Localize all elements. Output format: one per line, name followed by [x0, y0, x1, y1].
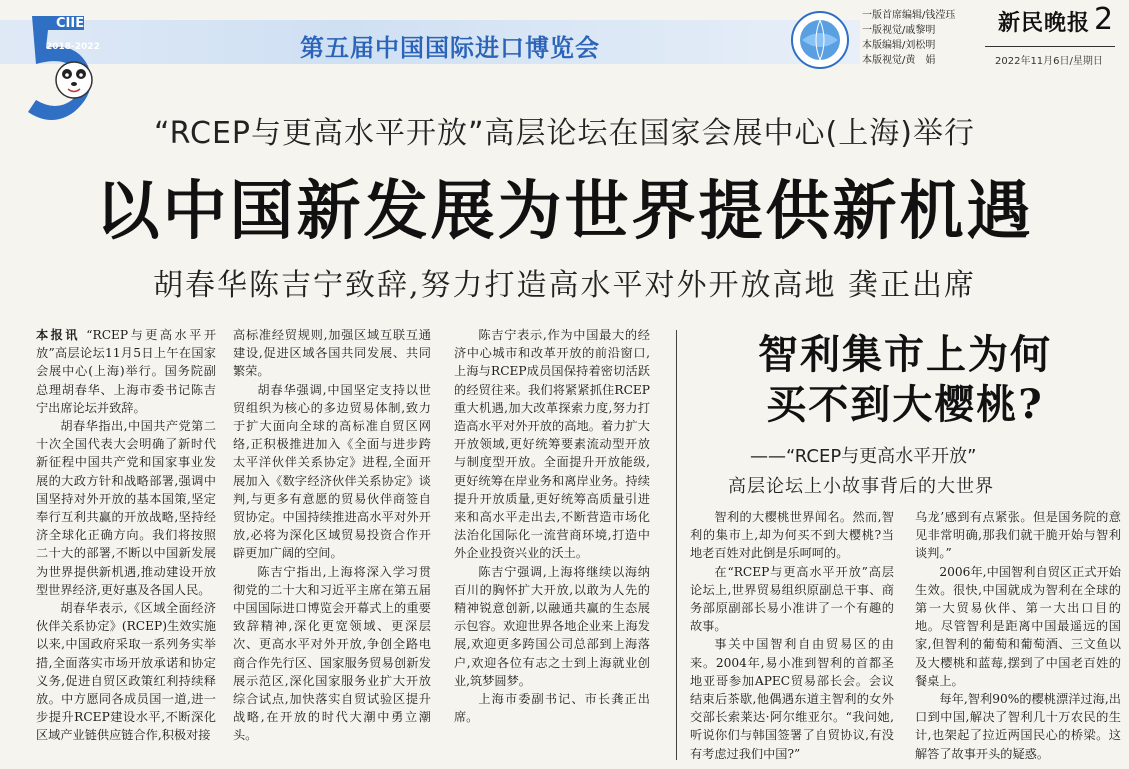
- lead-label: 本报讯: [36, 328, 80, 342]
- masthead-rule: [985, 46, 1115, 47]
- paragraph: 胡春华指出,中国共产党第二十次全国代表大会明确了新时代新征程中国共产党和国家事业发展的大政方针和战略部署,强调中国坚持对外开放的基本国策,坚定奉行互利共赢的开放战略,坚持经济全球化正确方向。我们将按照二十大的部署,不断以中国新发展为世界提供新机遇,推动建设开放型世界经济,更好惠及各国人民。: [36, 419, 216, 597]
- paragraph: 胡春华强调,中国坚定支持以世贸组织为核心的多边贸易体制,致力于扩大面向全球的高标准自贸区网络,正积极推进加入《全面与进步跨太平洋伙伴关系协定》进程,全面开展加入《数字经济伙伴关系协定》谈判,与更多有意愿的贸易伙伴商签自贸协定。中国持续推进高水平对外开放,必将为深化区域贸易投资合作开辟更加广阔的空间。: [233, 382, 431, 561]
- paragraph-text: “RCEP与更高水平开放”高层论坛11月5日上午在国家会展中心(上海)举行。国务院副总理胡春华、上海市委书记陈吉宁出席论坛并致辞。: [36, 328, 217, 415]
- issue-date: 2022年11月6日/星期日: [995, 56, 1103, 67]
- credit-line: 本版编辑/刘松明: [862, 40, 936, 51]
- editor-credits: [862, 8, 955, 68]
- sidebar-column-2: [915, 508, 1121, 763]
- sidebar-subtitle: 高层论坛上小故事背后的大世界: [728, 476, 994, 497]
- paragraph: [36, 326, 216, 417]
- ciie-globe-logo: [790, 10, 850, 70]
- paragraph: 胡春华表示,《区域全面经济伙伴关系协定》(RCEP)生效实施以来,中国政府采取一系列务实举措,全面落实市场开放承诺和协定义务,促进自贸区政策红利持续释放。中方愿同各成员国一道,进一步提升RCEP建设水平,不断深化区域产业链供应链合作,积极对接: [36, 601, 216, 743]
- logo-years: 2018-2022: [46, 42, 100, 52]
- article-column-2: [233, 326, 431, 745]
- newspaper-name: 新民晚报: [998, 10, 1091, 36]
- paragraph: 陈吉宁指出,上海将深入学习贯彻党的二十大和习近平主席在第五届中国国际进口博览会开幕式上的重要致辞精神,深化更宽领域、更深层次、更高水平对外开放,争创全路电商合作先行区、国家服务贸易创新发展示范区,深化国家服务业扩大开放综合试点,加快落实自贸试验区提升战略,在开放的时代大潮中勇立潮头。: [233, 564, 431, 743]
- paragraph: 在“RCEP与更高水平开放”高层论坛上,世界贸易组织原副总干事、商务部原副部长易小准讲了一个有趣的故事。: [690, 564, 894, 634]
- column-divider: [676, 330, 677, 760]
- paragraph: 每年,智利90%的樱桃漂洋过海,出口到中国,解决了智利几十万农民的生计,也架起了拉近两国民心的桥梁。这解答了故事开头的疑惑。: [915, 692, 1121, 761]
- sidebar-column-1: [690, 508, 894, 763]
- article-kicker: “RCEP与更高水平开放”高层论坛在国家会展中心(上海)举行: [154, 116, 975, 151]
- sidebar-title-line: 智利集市上为何: [758, 331, 1052, 378]
- masthead: [0, 0, 1129, 92]
- paragraph: 事关中国智利自由贸易区的由来。2004年,易小准到智利的首都圣地亚哥参加APEC贸易部长会。会议结束后茶歇,他偶遇东道主智利的女外交部长索莱达·阿尔维亚尔。“我问她,听说你们与韩国签署了自贸协议,有没有考虑过我们中国?”: [690, 637, 894, 761]
- banner-title: 第五届中国国际进口博览会: [300, 34, 600, 62]
- credit-line: 本版视觉/黄 娟: [862, 55, 936, 66]
- page-number: 2: [1094, 2, 1114, 37]
- paragraph: 智利的大樱桃世界闻名。然而,智利的集市上,却为何买不到大樱桃?当地老百姓对此倒是乐呵呵的。: [690, 510, 894, 561]
- article-column-1: [36, 326, 216, 745]
- paragraph: 上海市委副书记、市长龚正出席。: [454, 692, 650, 725]
- sidebar-title-line: 买不到大樱桃?: [766, 381, 1044, 428]
- logo-text: CIIE: [56, 16, 85, 31]
- article-headline: 以中国新发展为世界提供新机遇: [95, 175, 1034, 249]
- article-subhead: 胡春华陈吉宁致辞,努力打造高水平对外开放高地 龚正出席: [152, 268, 977, 303]
- paragraph: 陈吉宁强调,上海将继续以海纳百川的胸怀扩大开放,以敢为人先的精神锐意创新,以融通共赢的生态展示包容。欢迎世界各地企业来上海发展,欢迎更多跨国公司总部到上海落户,欢迎各位有志之士到上海就业创业,筑梦圆梦。: [454, 564, 650, 688]
- sidebar-subtitle: ——“RCEP与更高水平开放”: [750, 446, 977, 467]
- credit-line: 一版首席编辑/钱滢珏: [862, 10, 956, 21]
- article-column-3: [454, 326, 650, 726]
- paragraph: 陈吉宁表示,作为中国最大的经济中心城市和改革开放的前沿窗口,上海与RCEP成员国保持着密切活跃的经贸往来。我们将紧紧抓住RCEP重大机遇,加大改革探索力度,努力打造高水平对外开放的高地。着力扩大开放领域,更好统筹要素流动型开放与制度型开放。全面提升开放能级,更好统筹在岸业务和离岸业务。持续提升开放质量,更好统筹高质量引进来和高水平走出去,不断营造市场化法治化国际化一流营商环境,打造中外企业投资兴业的沃土。: [454, 328, 650, 561]
- paragraph: 2006年,中国智利自贸区正式开始生效。很快,中国就成为智利在全球的第一大贸易伙伴、第一大出口目的地。尽管智利是距离中国最遥远的国家,但智利的葡萄和葡萄酒、三文鱼以及大樱桃和蓝莓,摆到了中国老百姓的餐桌上。: [915, 564, 1121, 688]
- sidebar-title: [690, 330, 1120, 430]
- credit-line: 一版视觉/戚黎明: [862, 25, 936, 36]
- paragraph: 乌龙’感到有点紧张。但是国务院的意见非常明确,那我们就干脆开始与智利谈判。”: [915, 510, 1121, 561]
- paragraph: 高标准经贸规则,加强区域互联互通建设,促进区域各国共同发展、共同繁荣。: [233, 328, 431, 379]
